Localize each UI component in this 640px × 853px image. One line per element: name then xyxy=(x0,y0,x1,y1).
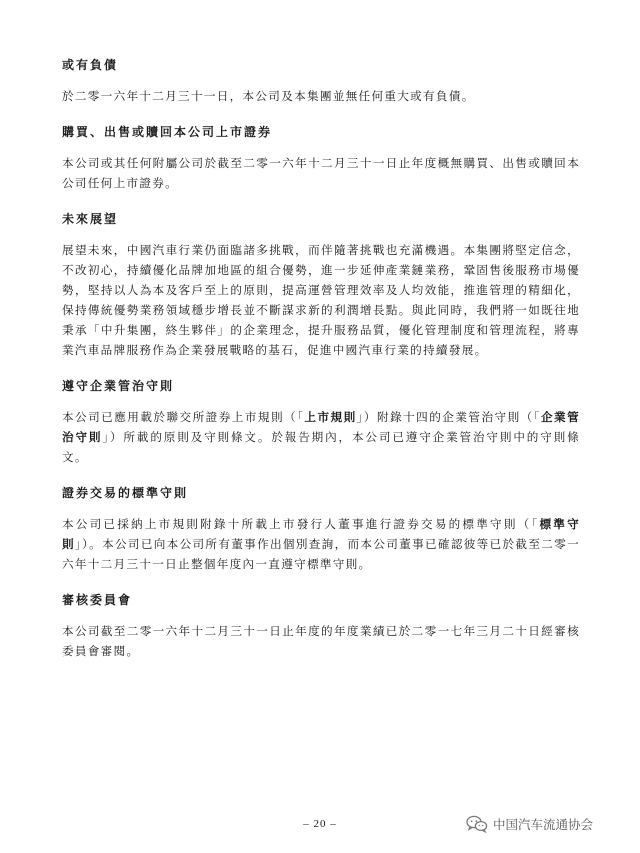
paragraph-text: 於二零一六年十二月三十一日，本公司及本集團並無任何重大或有負債。 xyxy=(62,89,475,103)
section-paragraph xyxy=(62,240,580,360)
paragraph-text: 」）。本公司已向本公司所有董事作出個別查詢，而本公司董事已確認彼等已於截至二零一六年十二月三十一日止整個年度內一直遵守標準守則。 xyxy=(62,537,580,571)
section-heading: 證券交易的標準守則 xyxy=(62,486,189,500)
paragraph-text: 展望未來，中國汽車行業仍面臨諸多挑戰，而伴隨著挑戰也充滿機遇。本集團將堅定信念，不改初心，持續優化品牌加地區的組合優勢，進一步延伸產業鏈業務，鞏固售後服務市場優勢，堅持以人為本及客戶至上的原則，提高運營管理效率及人均效能，推進管理的精細化，保持傳統優勢業務領域穩步增長並不斷謀求新的利潤增長點。與此同時，我們將一如既往地秉承「中升集團，終生夥伴」的企業理念，提升服務品質，優化管理制度和管理流程，將專業汽車品牌服務作為企業發展戰略的基石，促進中國汽車行業的持續發展。 xyxy=(62,243,580,357)
section-paragraph xyxy=(62,514,580,574)
defined-term: 標準守則 xyxy=(62,517,580,551)
section-paragraph xyxy=(62,407,580,467)
document-body xyxy=(62,56,580,678)
section-paragraph xyxy=(62,86,580,106)
paragraph-text: 」）所載的原則及守則條文。於報告期內，本公司已遵守企業管治守則中的守則條文。 xyxy=(62,430,580,464)
section-heading: 遵守企業管治守則 xyxy=(62,379,175,393)
paragraph-text: 」）附錄十四的企業管治守則（「 xyxy=(356,410,541,424)
paragraph-text: 本公司已應用載於聯交所證券上市規則（「 xyxy=(62,410,305,424)
paragraph-text: 本公司已採納上市規則附錄十所載上市發行人董事進行證券交易的標準守則（「 xyxy=(62,517,540,531)
paragraph-text: 本公司或其任何附屬公司於截至二零一六年十二月三十一日止年度概無購買、出售或贖回本公司任何上市證券。 xyxy=(62,156,580,190)
section-paragraph xyxy=(62,153,580,193)
wechat-icon xyxy=(466,815,488,833)
section-heading: 未來展望 xyxy=(62,212,119,226)
section-model-code xyxy=(62,484,580,574)
defined-term: 上市規則 xyxy=(304,410,357,424)
section-audit-committee xyxy=(62,591,580,661)
watermark xyxy=(466,815,593,833)
section-contingent-liabilities xyxy=(62,56,580,106)
section-heading: 或有負債 xyxy=(62,58,119,72)
paragraph-text: 本公司截至二零一六年十二月三十一日止年度的年度業績已於二零一七年三月二十日經審核委員會審閱。 xyxy=(62,624,580,658)
section-heading: 審核委員會 xyxy=(62,593,133,607)
section-outlook xyxy=(62,210,580,360)
watermark-text: 中国汽车流通协会 xyxy=(493,817,594,832)
defined-term: 企業管治守則 xyxy=(62,410,581,444)
section-corporate-governance xyxy=(62,377,580,467)
page-number: – 20 – xyxy=(303,818,337,830)
section-purchase-sale-redemption xyxy=(62,123,580,193)
section-paragraph xyxy=(62,621,580,661)
section-heading: 購買、出售或贖回本公司上市證券 xyxy=(62,125,273,139)
